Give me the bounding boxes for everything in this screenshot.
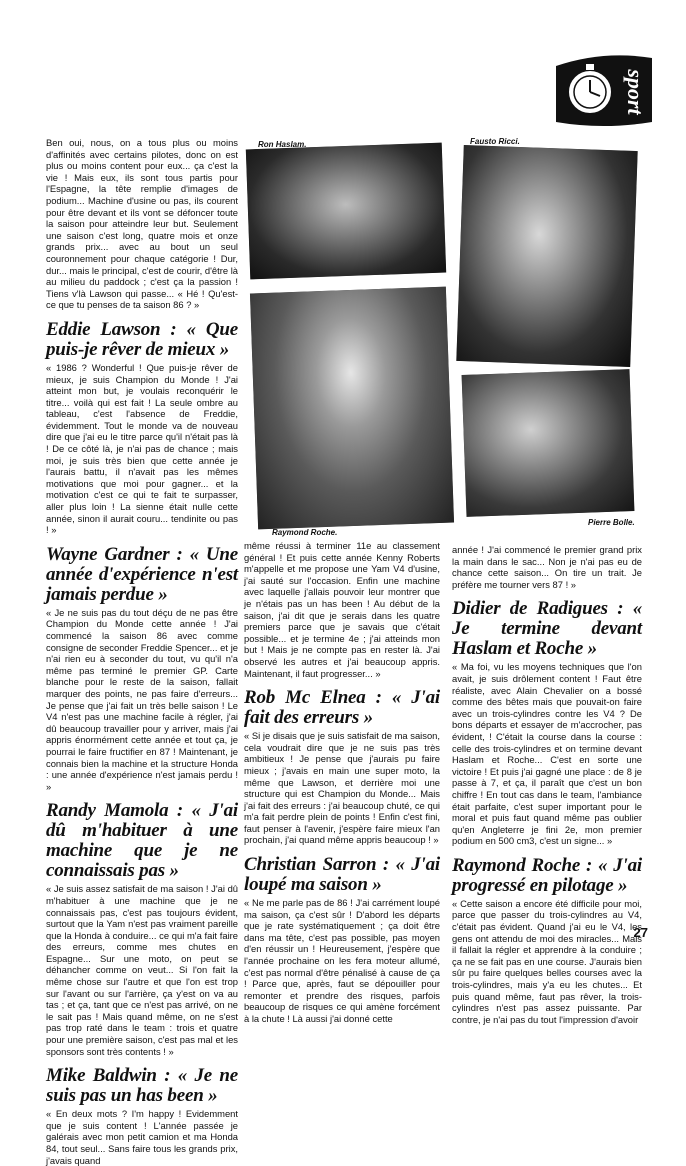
gardner-body: « Je ne suis pas du tout déçu de ne pas être Champion du Monde cette année ! J'ai commencé la saison 86 avec comme consigne de seconder Freddie Spencer... et je n'ai rien eu à seconder du tout, vu qu'il n'a même pas terminé le premier GP. Carte blanche pour le reste de la saison, fallait marquer des points, ne pas faire d'erreurs... Je pense que j'ai fait un très belle saison ! Le V4 n'est pas une machine facile à régler, j'ai dû beaucoup travailler pour y arriver, mais j'ai appris énormément cette année et tout ça, je pourrai le faire fructifier en 87 ! Maintenant, je connais bien la machine et la structure Honda : une année d'expérience n'est jamais perdu ! »: [46, 606, 238, 792]
radigues-heading: Didier de Radigues : « Je termine devant Haslam et Roche »: [452, 598, 642, 660]
photo-fausto-ricci: [456, 145, 637, 367]
sarron-body: « Ne me parle pas de 86 ! J'ai carrément loupé ma saison, ça c'est sûr ! D'abord les départs que je rate systématiquement ; ça doit être dans ma tête, c'est pas possible, pas moyen d'en réussir un ! Heureusement, j'espère que l'année prochaine on les fera moteur allumé, c'est pas normal d'être pénalisé à cause de ça ! Parce que, après, faut se dépouiller pour remonter et prendre des risques, parfois beaucoup de risques ce qui amène forcément à la chute ! Là aussi j'ai donné cette: [244, 897, 440, 1024]
roche-heading: Raymond Roche : « J'ai progressé en pilotage »: [452, 854, 642, 896]
lawson-heading: Eddie Lawson : « Que puis-je rêver de mieux »: [46, 318, 238, 360]
caption-bolle: Pierre Bolle.: [588, 518, 635, 527]
page-number: 27: [633, 925, 648, 940]
gardner-heading: Wayne Gardner : « Une année d'expérience n'est jamais perdue »: [46, 543, 238, 605]
svg-text:sport: sport: [623, 69, 648, 115]
sarron-heading: Christian Sarron : « J'ai loupé ma saison »: [244, 854, 440, 896]
photo-raymond-roche: [250, 287, 454, 530]
baldwin-body: « En deux mots ? I'm happy ! Evidemment que je suis content ! L'année passée je galérais avec mon petit camion et ma Honda 84, tout seul... Sans faire tous les grands prix, j'avais quand: [46, 1108, 238, 1166]
column-middle: [244, 540, 440, 1025]
sarron-body-continued: année ! J'ai commencé le premier grand prix la main dans le sac... Non je n'ai pas eu de chance cette saison... On tire un trait. Je préfère me tourner vers 87 ! »: [452, 544, 642, 590]
radigues-body: « Ma foi, vu les moyens techniques que l'on avait, je suis drôlement content ! Faut être réaliste, avec Alain Chevalier on a bossé comme des bêtes mais que pouvait-on faire avec un trois-cylindres contre les V4 ? De bons départs et essayer de m'accrocher, pas évident, ! C'était la course dans la course : celle des trois-cylindres et on termine devant Haslam et Roche... C'est en sorte une victoire ! Et puis j'ai gagné une place : de 8 je passe à 7, et ça, il paraît que c'est un bon chiffre ! En tout cas dans le team, l'ambiance était parfaite, c'est super important pour le moral et puis faut quand même pas oublier qu'en Angleterre je fini 2e, mon premier podium en 500 cm3, c'est un signe... »: [452, 661, 642, 847]
baldwin-body-continued: même réussi à terminer 11e au classement général ! Et puis cette année Kenny Roberts m'appelle et me propose une Yam V4 d'usine, j'ai sauté sur l'occasion. Enfin une machine avec laquelle j'allais pouvoir leur montrer que je n'étais pas un has been ! Au début de la saison, j'ai dit que je serais dans les quatre premiers parce que je savais que c'était possible... et je termine 4e ; j'ai atteinds mon but ! Mais je ne compte pas en rester là. J'ai observé les autres et j'ai beaucoup appris. Maintenant, il faut progresser... »: [244, 540, 440, 679]
sport-logo: [548, 52, 658, 128]
roche-body: « Cette saison a encore été difficile pour moi, parce que passer du trois-cylindres au V4, c'était pas évident. Quand j'ai eu le V4, les gens ont attendu de moi des miracles... Mais il fallait la régler et apprendre à la conduire ; ça ne se fait pas en une course. J'aurais bien sûr pu faire quelques belles courses avec la trois-cylindres, mais y'a eu les chutes... Et puis quand même, faut pas rêver, la trois-cylindres n'est pas assez puissante. Par contre, je n'ai pas du tout l'impression d'avoir: [452, 897, 642, 1025]
lawson-body: « 1986 ? Wonderful ! Que puis-je rêver de mieux, je suis Champion du Monde ! J'ai atteint mon but, je voulais reconquérir le titre... voilà qui est fait ! La seule ombre au tableau, c'est l'absence de Freddie, évidemment. Tout le monde va de nouveau dire que j'ai eu le titre parce qu'il n'était pas là ! De ce côté là, je n'ai pas de chance ; mais moi, je suis très bien que cette année je l'aurais battu, il n'avait pas les mêmes motivations que moi pour gagner... et la motivation c'est ce qui te fait te surpasser, aller plus loin ! La sienne était nulle cette année, sinon il aurait couru... tendinite ou pas ! »: [46, 361, 238, 536]
intro-paragraph: Ben oui, nous, on a tous plus ou moins d'affinités avec certains pilotes, donc on est plus ou moins content pour eux... ça c'est la vie ! Mais eux, ils sont tous partis pour l'Espagne, la tête remplie d'images de podium... Machine d'usine ou pas, ils courent pour être devant et ils vont se défoncer toute la saison pour atteindre leur but. Seulement une saison c'est long, quatre mois et onze grands prix... avec au bout un seul couronnement pour chaque catégorie ! Dur, dur... mais le principal, c'est de courir, d'être là au milieu du paddock ; c'est ça la passion ! Tiens v'là Lawson qui passe... « Hé ! Qu'est-ce que tu penses de ta saison 86 ? »: [46, 137, 238, 311]
baldwin-heading: Mike Baldwin : « Je ne suis pas un has been »: [46, 1065, 238, 1107]
mcelnea-body: « Si je disais que je suis satisfait de ma saison, cela voudrait dire que je ne suis pas très ambitieux ! Je pense que j'aurais pu faire mieux ; j'avais en main une super moto, la même que Lawson, et derrière moi une structure qui est Champion du Monde... Mais j'ai fait des erreurs : j'ai beaucoup chuté, ce qui m'a fait perdre plein de points ! Enfin c'est fini, faut penser à l'avenir, j'espère faire mieux l'an prochain, j'ai quand même appris beaucoup ! »: [244, 730, 440, 846]
photo-ron-haslam: [246, 143, 446, 280]
caption-haslam: Ron Haslam.: [258, 140, 307, 149]
mamola-body: « Je suis assez satisfait de ma saison ! J'ai dû m'habituer à une machine que je ne connaissais pas, c'est pas toujours évident, surtout que la Yam n'est pas vraiment pareille que la Honda à conduire... ce qui m'a fait faire des erreurs, comme mes chutes en Espagne... Sur une moto, on peut se déhancher comme on veut... Si l'on fait la même chose sur l'autre et que l'on est trop sur l'avant ou sur l'arrière, ça y'est on va au tas ; et ça, tant que ce n'est pas arrivé, on ne le sait pas ! Mais quand même, on ne s'est pas trop raté dans le team : trois et quatre pour une première saison, c'est pas mal et les sponsors sont très contents ! »: [46, 883, 238, 1057]
photo-pierre-bolle: [462, 369, 635, 517]
caption-ricci: Fausto Ricci.: [470, 137, 520, 146]
caption-roche: Raymond Roche.: [272, 528, 338, 537]
mcelnea-heading: Rob Mc Elnea : « J'ai fait des erreurs »: [244, 687, 440, 729]
mamola-heading: Randy Mamola : « J'ai dû m'habituer à une machine que je ne connaissais pas »: [46, 800, 238, 882]
column-right: [452, 544, 642, 1025]
column-left: [46, 137, 238, 1166]
